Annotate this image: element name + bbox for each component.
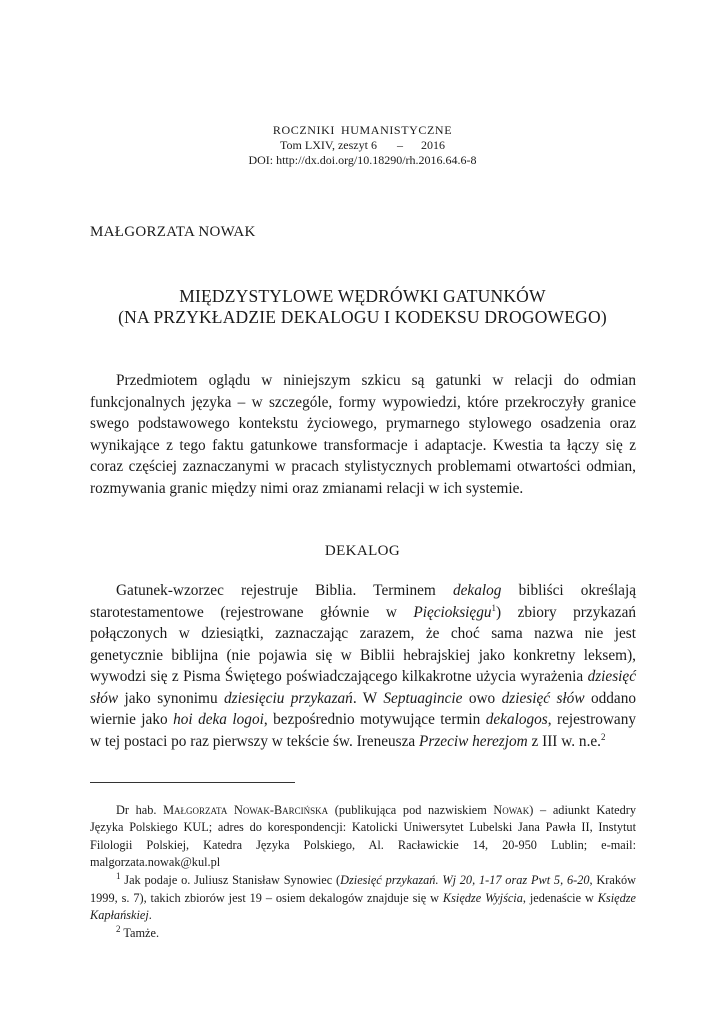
journal-header bbox=[0, 123, 725, 168]
article-title bbox=[0, 286, 725, 328]
volume-line: Tom LXIV, zeszyt 6 – 2016 bbox=[280, 138, 445, 152]
title-line-1: MIĘDZYSTYLOWE WĘDRÓWKI GATUNKÓW bbox=[179, 286, 546, 306]
journal-name: ROCZNIKI HUMANISTYCZNE bbox=[272, 123, 453, 137]
author-name: MAŁGORZATA NOWAK bbox=[90, 224, 256, 240]
footnote-ref-1[interactable]: 1 bbox=[491, 602, 497, 613]
footnote-divider bbox=[90, 782, 295, 783]
footnote-ref-2[interactable]: 2 bbox=[601, 731, 606, 742]
footnote-2: $^2$ Tamże. bbox=[116, 923, 160, 940]
body-paragraph: Gatunek-wzorzec rejestruje Biblia. Terminem dekalog bibliści określają starotestamentowe (rejestrowane głównie w Pięcioksięgu$^1$) zbiory przykazań połączonych w dziesiątki, zaznaczając zarazem, że choć sama nazwa nie jest genetycznie biblijna (nie pojawia się w Biblii hebrajskiej jako konkretny leksem), wywodzi się z Pisma Świętego poświadczającego kilkakrotne użycia wyrażenia dziesięć słów jako synonimu dziesięciu przykazań. W Septuagincie owo dziesięć słów oddano wiernie jako hoi deka logoi, bezpośrednio motywujące termin dekalogos, rejestrowany w tej postaci po raz pierwszy w tekście św. Ireneusza Przeciw herezjom z III w. n.e.$^2$ bbox=[90, 582, 637, 750]
doi-link[interactable]: DOI: http://dx.doi.org/10.18290/rh.2016.64.6-8 bbox=[248, 153, 477, 167]
author-footnote: Dr hab. Małgorzata Nowak-Barcińska (publikująca pod nazwiskiem Nowak) – adiunkt Katedry Języka Polskiego KUL; adres do korespondencji: Katolicki Uniwersytet Lubelski Jana Pawła II, Instytut Filologii Polskiej, Katedra Języka Polskiego, Al. Racławickie 14, 20-950 Lublin; e-mail: malgorzata.nowak@kul.pl bbox=[90, 803, 636, 870]
abstract-paragraph: Przedmiotem oglądu w niniejszym szkicu są gatunki w relacji do odmian funkcjonalnych języka – w szczególe, formy wypowiedzi, które przekroczyły granice swego podstawowego kontekstu życiowego, prymarnego stylowego osadzenia oraz wynikające z tego faktu gatunkowe transformacje i adaptacje. Kwestia ta łączy się z coraz częściej zaznaczanymi w pracach stylistycznych problemami otwartości odmian, rozmywania granic między nimi oraz zmianami relacji w ich systemie. bbox=[90, 372, 636, 497]
footnote-1: $^1$ Jak podaje o. Juliusz Stanisław Synowiec (Dziesięć przykazań. Wj 20, 1-17 oraz Pwt 5, 6-20, Kraków 1999, s. 7), takich zbiorów jest 19 – osiem dekalogów znajduje się w Księdze Wyjścia, jedenaście w Księdze Kapłańskiej. bbox=[90, 871, 636, 922]
section-heading: DEKALOG bbox=[324, 543, 401, 559]
footnotes bbox=[90, 802, 636, 943]
title-line-2: (NA PRZYKŁADZIE DEKALOGU I KODEKSU DROGOWEGO) bbox=[118, 307, 607, 327]
